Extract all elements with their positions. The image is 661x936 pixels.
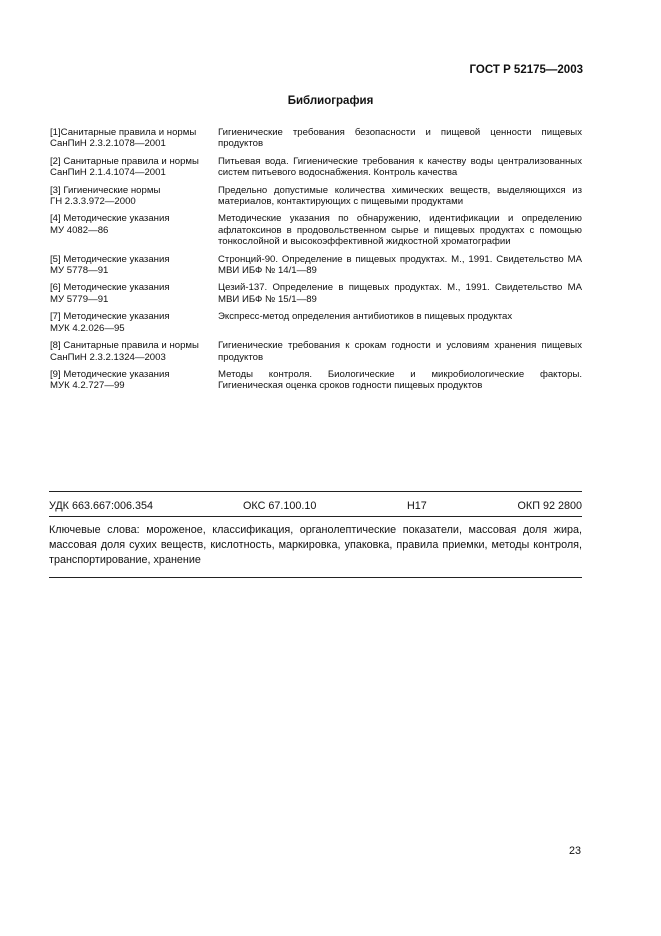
reference-source: [2] Санитарные правила и нормы СанПиН 2.1.4.1074—2001 [50, 155, 199, 179]
reference-source: [1]Санитарные правила и нормы СанПиН 2.3.2.1078—2001 [50, 127, 197, 150]
reference-description: Методы контроля. Биологические и микробиологические факторы. Гигиеническая оценка сроков годности пищевых продуктов [218, 368, 582, 392]
page-title: Библиография [287, 95, 374, 107]
reference-row [50, 127, 582, 156]
reference-row [50, 311, 582, 340]
reference-description: Предельно допустимые количества химических веществ, выделяющихся из материалов, контактирующих с пищевыми продуктами [218, 184, 582, 208]
reference-description: Гигиенические требования к срокам годности и условиям хранения пищевых продуктов [218, 340, 582, 363]
reference-row [50, 156, 582, 185]
reference-source: [9] Методические указания МУК 4.2.727—99 [50, 368, 170, 392]
reference-row [50, 282, 582, 311]
udk-code: УДК 663.667:006.354 [49, 500, 154, 512]
reference-description: Гигиенические требования безопасности и пищевой ценности пищевых продуктов [218, 127, 582, 150]
reference-row [50, 340, 582, 369]
reference-row [50, 213, 582, 253]
reference-description: Цезий-137. Определение в пищевых продуктах. М., 1991. Свидетельство МА МВИ ИБФ № 15/1—89 [218, 282, 582, 305]
reference-source: [5] Методические указания МУ 5778—91 [50, 253, 170, 277]
reference-row [50, 185, 582, 214]
reference-source: [4] Методические указания МУ 4082—86 [50, 213, 170, 236]
okp-code: ОКП 92 2800 [517, 500, 582, 512]
reference-description: Экспресс-метод определения антибиотиков в пищевых продуктах [218, 311, 513, 323]
keywords: Ключевые слова: мороженое, классификация, органолептические показатели, массовая доля жира, массовая доля сухих веществ, кислотность, маркировка, упаковка, правила приемки, методы контроля, транспортирование, хранение [49, 524, 582, 566]
reference-source: [3] Гигиенические нормы ГН 2.3.3.972—2000 [50, 184, 161, 208]
reference-description: Питьевая вода. Гигиенические требования к качеству воды централизованных систем питьевого водоснабжения. Контроль качества [218, 155, 582, 179]
divider-bottom [49, 577, 582, 578]
divider-middle [49, 516, 582, 517]
reference-description: Методические указания по обнаружению, идентификации и определению афлатоксинов в продовольственном сырье и пищевых продуктах с помощью тонкослойной и высокоэффективной жидкостной хроматографии [218, 213, 582, 248]
reference-row [50, 254, 582, 283]
page-number: 23 [568, 845, 581, 857]
oks-code: ОКС 67.100.10 [243, 500, 317, 512]
reference-row [50, 369, 582, 398]
divider-top [49, 491, 582, 492]
standard-number: ГОСТ Р 52175—2003 [469, 64, 583, 76]
bibliography-table [50, 127, 582, 398]
group-code: Н17 [407, 500, 427, 512]
reference-source: [8] Санитарные правила и нормы СанПиН 2.3.2.1324—2003 [50, 340, 199, 363]
reference-source: [6] Методические указания МУ 5779—91 [50, 282, 170, 305]
reference-source: [7] Методические указания МУК 4.2.026—95 [50, 311, 170, 334]
reference-description: Стронций-90. Определение в пищевых продуктах. М., 1991. Свидетельство МА МВИ ИБФ № 14/1—89 [218, 253, 582, 277]
